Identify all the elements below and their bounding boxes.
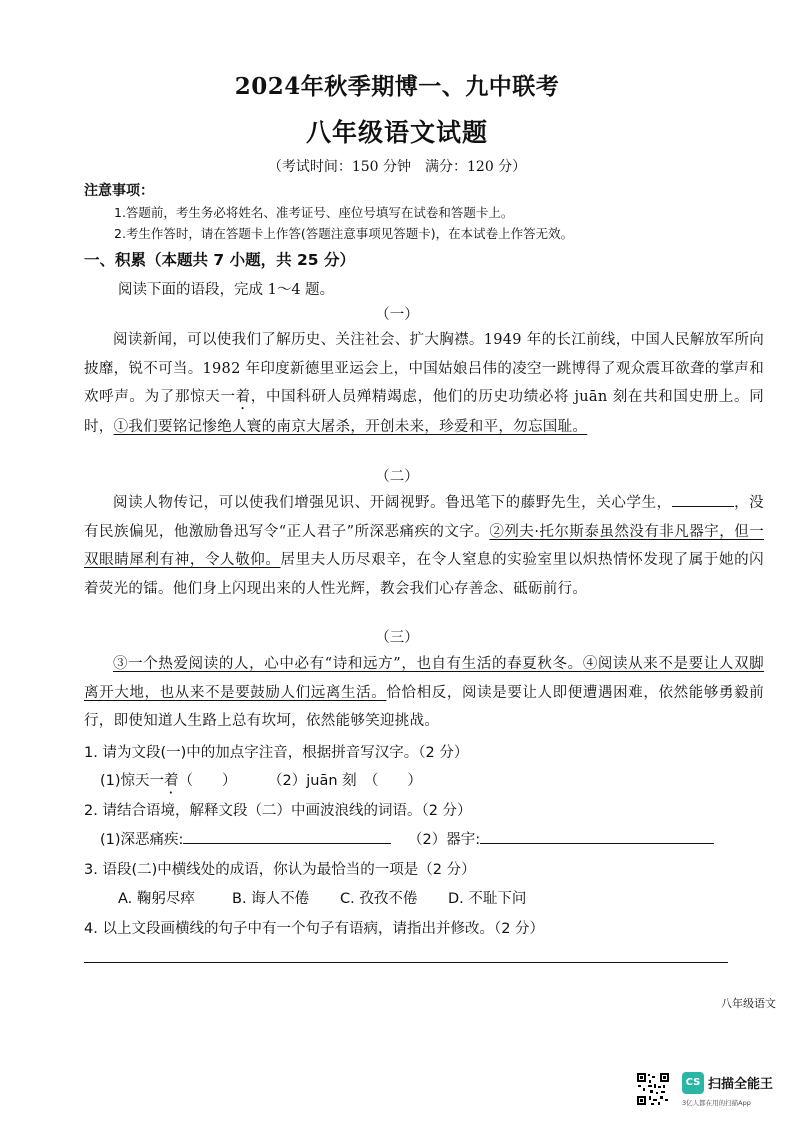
passage-two: [84, 489, 764, 603]
question-4: 4. 以上文段画横线的句子中有一个句子有语病，请指出并修改。（2 分）: [84, 921, 545, 937]
section-intro: 阅读下面的语段，完成 1～4 题。: [118, 282, 335, 298]
question-1-part-b: （2）juān 刻 （ ）: [268, 773, 422, 789]
question-1-part-a: [100, 769, 237, 797]
dotted-char: 着: [164, 773, 179, 789]
passage-text: 阅读人物传记，可以使我们增强见识、开阔视野。鲁迅笔下的藤野先生，关心学生，: [113, 495, 672, 511]
answer-line[interactable]: [84, 962, 728, 963]
scanner-app-tagline: 3亿人都在用的扫描App: [682, 1099, 751, 1107]
question-1: 1. 请为文段(一)中的加点字注音，根据拼音写汉字。（2 分）: [84, 745, 469, 761]
qr-code-icon: [636, 1072, 670, 1106]
passage-label: （三）: [375, 630, 419, 646]
underlined-sentence: ③一个热爱阅读的人，心中必有“诗和远方”，也自有生活的春夏秋冬。: [113, 656, 583, 672]
dotted-char: 着: [235, 389, 251, 406]
q1-a-paren: （ ）: [178, 773, 237, 789]
notice-heading: 注意事项：: [84, 183, 154, 199]
camscanner-logo-icon: CS: [682, 1072, 704, 1094]
exam-subtitle: 八年级语文试题: [305, 118, 488, 147]
q2-b-label: （2）器宇:: [408, 832, 481, 848]
underlined-sentence: ④阅读从来不是要让人双脚离开大地，也从来不是要鼓励人们远离生活。: [84, 656, 764, 701]
exam-title: 2024年秋季期博一、九中联考: [234, 73, 560, 100]
notice-item: 2.考生作答时，请在答题卡上作答(答题注意事项见答题卡)，在本试卷上作答无效。: [114, 226, 574, 241]
question-3: 3. 语段(二)中横线处的成语，你认为最恰当的一项是（2 分）: [84, 862, 476, 878]
section-heading: 一、积累（本题共 7 小题，共 25 分）: [84, 251, 355, 269]
q3-option-c[interactable]: C. 孜孜不倦: [340, 891, 418, 907]
question-2-part-b: [408, 828, 714, 849]
passage-one: [84, 326, 764, 442]
q1-a-text: (1)惊天一: [100, 773, 165, 789]
underlined-sentence: ①我们要铭记惨绝人寰的南京大屠杀，开创未来，珍爱和平，勿忘国耻。: [113, 419, 588, 436]
passage-text: ，没有民族偏见，他激励鲁迅写令“正人君子”所深恶痛疾的文字。: [84, 495, 764, 540]
answer-blank[interactable]: [480, 843, 714, 844]
answer-blank[interactable]: [183, 843, 391, 844]
passage-label: （二）: [375, 469, 419, 485]
q2-a-label: (1)深恶痛疾:: [100, 832, 184, 848]
passage-three: [84, 650, 764, 736]
exam-meta: （考试时间：150 分钟 满分：120 分）: [267, 159, 527, 175]
q3-option-a[interactable]: A. 鞠躬尽瘁: [118, 891, 195, 907]
passage-label: （一）: [375, 307, 419, 323]
scanner-app-name: 扫描全能王: [708, 1077, 774, 1092]
passage-text: 恰恰相反，阅读是要让人即便遭遇困难，依然能够勇毅前行，即使知道人生路上总有坎坷，依然能够笑迎挑战。: [84, 684, 765, 730]
fill-blank: [672, 506, 734, 507]
passage-text: 阅读新闻，可以使我们了解历史、关注社会、扩大胸襟。1949 年的长江前线，中国人民解放军所向披靡，锐不可当。1982 年印度新德里亚运会上，中国姑娘吕伟的凌空一跳博得了观众震耳欲聋的掌声和欢呼声。为了那惊天一: [84, 332, 764, 406]
question-2: 2. 请结合语境，解释文段（二）中画波浪线的词语。（2 分）: [84, 803, 472, 819]
q3-option-b[interactable]: B. 诲人不倦: [232, 891, 310, 907]
page-footer: 八年级语文: [721, 997, 776, 1010]
q3-option-d[interactable]: D. 不耻下问: [448, 891, 527, 907]
notice-item: 1.答题前，考生务必将姓名、准考证号、座位号填写在试卷和答题卡上。: [114, 205, 514, 220]
passage-text: 居里夫人历尽艰辛，在令人窒息的实验室里以炽热情怀发现了属于她的闪着荧光的镭。他们身上闪现出来的人性光辉，教会我们心存善念、砥砺前行。: [84, 552, 764, 597]
passage-text: ，中国科研人员殚精竭虑，他们的历史功绩必将 juān 刻在共和国史册上。同时，: [84, 389, 764, 436]
underlined-sentence: ②列夫·托尔斯泰虽然没有非凡器宇，但一双眼睛犀利有神，令人敬仰。: [84, 523, 764, 569]
question-2-part-a: [100, 828, 391, 849]
